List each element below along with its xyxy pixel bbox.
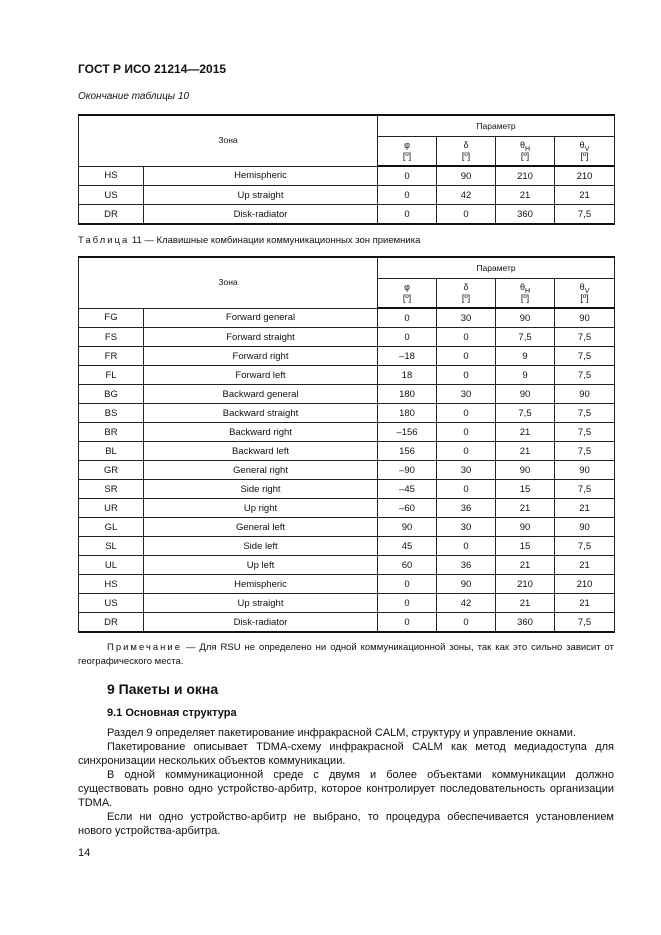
table-row: [79, 366, 615, 385]
delta-value: 30: [437, 385, 496, 404]
theta-v-value: 210: [555, 575, 615, 594]
subsection-heading: 9.1 Основная структура: [107, 707, 237, 719]
delta-value: 30: [437, 308, 496, 328]
table-row: [79, 347, 615, 366]
zone-code: BS: [79, 404, 144, 423]
theta-v-value: 7,5: [555, 328, 615, 347]
phi-value: –90: [378, 461, 437, 480]
table-row: [79, 556, 615, 575]
zone-name: General right: [144, 461, 378, 480]
table-row: [79, 205, 615, 225]
theta-v-value: 21: [555, 594, 615, 613]
zone-name: General left: [144, 518, 378, 537]
theta-h-value: 90: [496, 385, 555, 404]
subscript: V: [584, 287, 590, 295]
unit: [º]: [461, 293, 471, 303]
phi-value: 0: [378, 186, 437, 205]
theta-h-value: 21: [496, 499, 555, 518]
phi-value: 156: [378, 442, 437, 461]
phi-value: 0: [378, 594, 437, 613]
symbol: θ: [579, 282, 585, 292]
phi-value: 0: [378, 613, 437, 633]
symbol: θ: [519, 140, 525, 150]
unit: [º]: [520, 151, 530, 161]
symbol: θ: [579, 140, 585, 150]
header-row: [79, 115, 615, 137]
note: [78, 641, 614, 669]
theta-h-value: 360: [496, 613, 555, 633]
parameter-column-header: [437, 279, 496, 309]
symbol: φ: [404, 282, 410, 292]
symbol: δ: [463, 140, 469, 150]
table-label: Таблица: [78, 235, 130, 246]
theta-h-value: 9: [496, 347, 555, 366]
parameter-column-header: [496, 137, 555, 167]
table-row: [79, 423, 615, 442]
table-row: [79, 404, 615, 423]
unit: [º]: [461, 151, 471, 161]
parameter-header: Параметр: [378, 257, 615, 279]
zone-name: Disk-radiator: [144, 613, 378, 633]
theta-v-value: 7,5: [555, 404, 615, 423]
zone-name: Forward straight: [144, 328, 378, 347]
zone-code: BL: [79, 442, 144, 461]
table-row: [79, 537, 615, 556]
parameter-column-header: [378, 137, 437, 167]
unit: [º]: [580, 293, 589, 303]
theta-h-value: 21: [496, 556, 555, 575]
document-page: [78, 62, 614, 860]
note-text: — Для RSU не определено ни одной коммуникационной зоны, так как это сильно зависит от географического места.: [78, 642, 614, 667]
delta-value: 0: [437, 205, 496, 225]
parameter-column-header: [378, 279, 437, 309]
phi-value: –156: [378, 423, 437, 442]
zone-code: GL: [79, 518, 144, 537]
phi-value: 18: [378, 366, 437, 385]
delta-value: 0: [437, 404, 496, 423]
theta-v-value: 90: [555, 461, 615, 480]
phi-value: –45: [378, 480, 437, 499]
theta-h-value: 90: [496, 461, 555, 480]
delta-value: 30: [437, 461, 496, 480]
theta-h-value: 210: [496, 575, 555, 594]
phi-value: 180: [378, 404, 437, 423]
note-label: Примечание: [107, 642, 182, 653]
table-row: [79, 385, 615, 404]
phi-value: 0: [378, 328, 437, 347]
theta-h-value: 90: [496, 308, 555, 328]
header-row: [79, 257, 615, 279]
theta-v-value: 90: [555, 308, 615, 328]
theta-v-value: 7,5: [555, 205, 615, 225]
body-text: [78, 726, 614, 838]
table11-title: 11 — Клавишные комбинации коммуникационных зон приемника: [131, 235, 421, 246]
phi-value: –18: [378, 347, 437, 366]
zone-name: Backward straight: [144, 404, 378, 423]
theta-v-value: 21: [555, 186, 615, 205]
parameter-column-header: [437, 137, 496, 167]
parameter-column-header: [555, 137, 615, 167]
theta-h-value: 9: [496, 366, 555, 385]
theta-h-value: 15: [496, 537, 555, 556]
phi-value: 0: [378, 308, 437, 328]
zone-name: Forward right: [144, 347, 378, 366]
zone-code: FR: [79, 347, 144, 366]
theta-h-value: 21: [496, 594, 555, 613]
table-row: [79, 461, 615, 480]
parameter-column-header: [555, 279, 615, 309]
zone-code: DR: [79, 205, 144, 225]
zone-code: SR: [79, 480, 144, 499]
zone-name: Up right: [144, 499, 378, 518]
table-row: [79, 499, 615, 518]
delta-value: 42: [437, 594, 496, 613]
delta-value: 0: [437, 328, 496, 347]
table-row: [79, 442, 615, 461]
table-row: [79, 594, 615, 613]
zone-name: Up straight: [144, 594, 378, 613]
table-row: [79, 328, 615, 347]
parameter-column-header: [496, 279, 555, 309]
delta-value: 36: [437, 499, 496, 518]
zone-code: US: [79, 594, 144, 613]
unit: [º]: [402, 293, 412, 303]
table-row: [79, 480, 615, 499]
theta-h-value: 21: [496, 442, 555, 461]
theta-h-value: 360: [496, 205, 555, 225]
zone-code: BR: [79, 423, 144, 442]
delta-value: 30: [437, 518, 496, 537]
theta-v-value: 7,5: [555, 480, 615, 499]
parameter-header: Параметр: [378, 115, 615, 137]
table-row: [79, 308, 615, 328]
zone-code: FG: [79, 308, 144, 328]
delta-value: 0: [437, 423, 496, 442]
paragraph: В одной коммуникационной среде с двумя и более объектами коммуникации должно существовать ровно одно устройство-арбитр, которое контролирует последовательность организации TDMA.: [78, 769, 614, 809]
zone-code: BG: [79, 385, 144, 404]
table-row: [79, 186, 615, 205]
theta-h-value: 15: [496, 480, 555, 499]
zone-name: Up left: [144, 556, 378, 575]
subscript: V: [584, 145, 590, 153]
phi-value: 0: [378, 575, 437, 594]
zone-name: Backward general: [144, 385, 378, 404]
phi-value: 180: [378, 385, 437, 404]
unit: [º]: [520, 293, 530, 303]
zone-code: HS: [79, 575, 144, 594]
table-row: [79, 166, 615, 186]
delta-value: 36: [437, 556, 496, 575]
zone-name: Hemispheric: [144, 575, 378, 594]
delta-value: 0: [437, 480, 496, 499]
theta-h-value: 21: [496, 186, 555, 205]
paragraph: Если ни одно устройство-арбитр не выбрано, то процедура обеспечивается установлением нового устройства-арбитра.: [78, 811, 614, 837]
delta-value: 0: [437, 366, 496, 385]
phi-value: 90: [378, 518, 437, 537]
theta-h-value: 210: [496, 166, 555, 186]
delta-value: 42: [437, 186, 496, 205]
unit: [º]: [402, 151, 412, 161]
phi-value: –60: [378, 499, 437, 518]
table-10: [78, 114, 615, 225]
table-11: [78, 256, 615, 633]
zone-name: Forward general: [144, 308, 378, 328]
symbol: δ: [463, 282, 469, 292]
theta-v-value: 7,5: [555, 537, 615, 556]
zone-header: Зона: [79, 115, 378, 166]
zone-code: GR: [79, 461, 144, 480]
delta-value: 0: [437, 347, 496, 366]
theta-v-value: 7,5: [555, 613, 615, 633]
zone-code: UR: [79, 499, 144, 518]
zone-name: Up straight: [144, 186, 378, 205]
zone-code: FL: [79, 366, 144, 385]
paragraph: Пакетирование описывает TDMA-схему инфракрасной CALM как метод медиадоступа для синхронизации нескольких объектов коммуникации.: [78, 741, 614, 767]
symbol: θ: [519, 282, 525, 292]
delta-value: 0: [437, 442, 496, 461]
symbol: φ: [404, 140, 410, 150]
zone-code: US: [79, 186, 144, 205]
zone-name: Side right: [144, 480, 378, 499]
table11-caption: [78, 235, 614, 247]
zone-name: Disk-radiator: [144, 205, 378, 225]
delta-value: 0: [437, 537, 496, 556]
page-number: 14: [78, 847, 91, 859]
phi-value: 0: [378, 205, 437, 225]
theta-h-value: 7,5: [496, 328, 555, 347]
table10-caption: Окончание таблицы 10: [78, 91, 190, 102]
theta-v-value: 7,5: [555, 347, 615, 366]
theta-v-value: 7,5: [555, 442, 615, 461]
zone-name: Side left: [144, 537, 378, 556]
delta-value: 0: [437, 613, 496, 633]
table-row: [79, 613, 615, 633]
theta-h-value: 90: [496, 518, 555, 537]
paragraph: Раздел 9 определяет пакетирование инфракрасной CALM, структуру и управление окнами.: [107, 727, 576, 739]
zone-code: DR: [79, 613, 144, 633]
zone-name: Backward left: [144, 442, 378, 461]
zone-header: Зона: [79, 257, 378, 308]
delta-value: 90: [437, 166, 496, 186]
subscript: H: [524, 287, 531, 295]
delta-value: 90: [437, 575, 496, 594]
section-heading: 9 Пакеты и окна: [107, 681, 219, 697]
zone-name: Hemispheric: [144, 166, 378, 186]
table-row: [79, 518, 615, 537]
phi-value: 45: [378, 537, 437, 556]
theta-v-value: 90: [555, 385, 615, 404]
zone-name: Backward right: [144, 423, 378, 442]
zone-code: FS: [79, 328, 144, 347]
theta-v-value: 21: [555, 499, 615, 518]
zone-code: SL: [79, 537, 144, 556]
subscript: H: [524, 145, 531, 153]
theta-v-value: 7,5: [555, 423, 615, 442]
phi-value: 0: [378, 166, 437, 186]
theta-v-value: 21: [555, 556, 615, 575]
zone-code: UL: [79, 556, 144, 575]
unit: [º]: [580, 151, 589, 161]
theta-v-value: 7,5: [555, 366, 615, 385]
zone-name: Forward left: [144, 366, 378, 385]
theta-v-value: 210: [555, 166, 615, 186]
theta-h-value: 21: [496, 423, 555, 442]
table-row: [79, 575, 615, 594]
theta-h-value: 7,5: [496, 404, 555, 423]
document-header: ГОСТ Р ИСО 21214—2015: [78, 62, 227, 76]
theta-v-value: 90: [555, 518, 615, 537]
zone-code: HS: [79, 166, 144, 186]
phi-value: 60: [378, 556, 437, 575]
